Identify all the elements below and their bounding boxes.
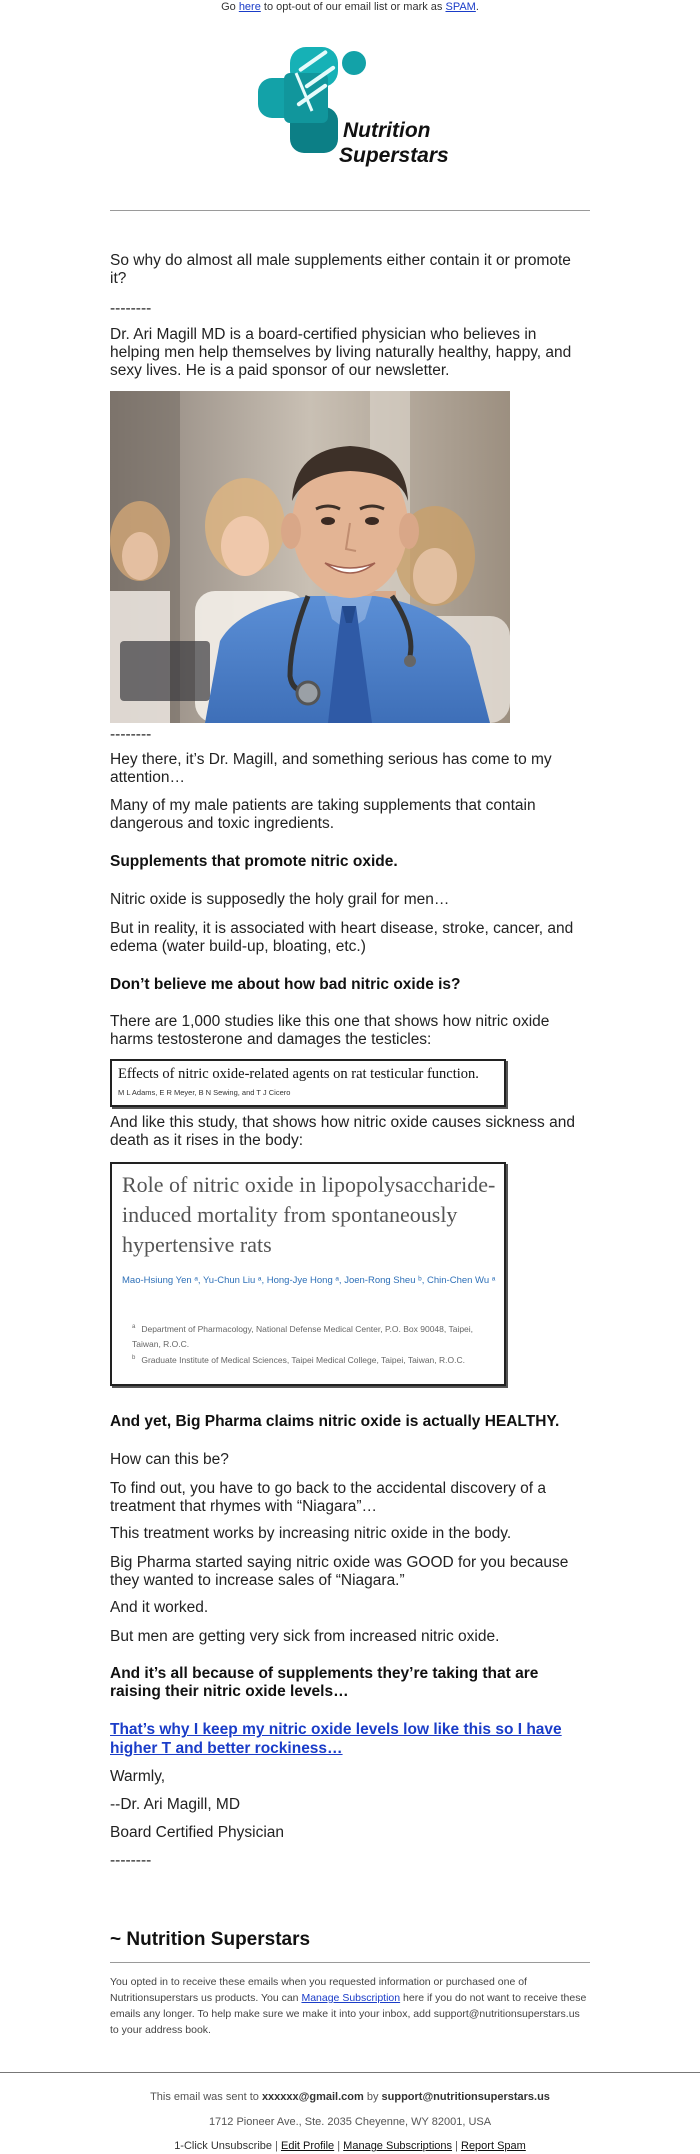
edit-profile-link[interactable]: Edit Profile: [280, 2140, 335, 2152]
sponsor-note: Dr. Ari Magill MD is a board-certified physician who believes in helping men help themselves by living naturally healthy, happy, and sexy lives. He is a paid sponsor of our newsletter.: [110, 326, 572, 379]
mark-spam-link[interactable]: SPAM: [445, 1, 476, 13]
find-out-text: To find out, you have to go back to the accidental discovery of a treatment that rhymes with “Niagara”…: [110, 1480, 546, 1515]
footer-heading: ~ Nutrition Superstars: [110, 1929, 311, 1950]
heading-believe: Don’t believe me about how bad nitric oxide is?: [110, 976, 461, 993]
signature-text: --Dr. Ari Magill, MD: [110, 1796, 241, 1813]
optout-text-mid: to opt-out of our email list or mark as: [260, 1, 446, 13]
reality-text: But in reality, it is associated with heart disease, stroke, cancer, and edema (water build-up, bloating, etc.): [110, 920, 574, 955]
treatment-text: This treatment works by increasing nitric oxide in the body.: [110, 1525, 512, 1542]
footer-sep-3: |: [452, 2140, 461, 2152]
sent-text-mid: by: [363, 2091, 382, 2103]
sent-text-pre: This email was sent to: [150, 2091, 262, 2103]
optin-text-pre: You opted in to receive these emails when you requested information or purchased one of Nutritionsuperstars us products. You can: [110, 1976, 527, 2004]
recipient-email: xxxxxx@gmail.com: [261, 2091, 364, 2103]
study-1-title: Effects of nitric oxide-related agents on rat testicular function.: [118, 1066, 479, 1082]
how-text: How can this be?: [110, 1451, 229, 1468]
footer-sep-1: |: [272, 2140, 281, 2152]
physician-title: Board Certified Physician: [110, 1824, 285, 1841]
manage-subscription-link[interactable]: Manage Subscription: [301, 1992, 401, 2004]
brand-line2: Superstars: [339, 144, 449, 167]
footer-sep-2: |: [334, 2140, 344, 2152]
cta-container: [110, 1720, 590, 1758]
aff-b-text: Graduate Institute of Medical Sciences, Taipei Medical College, Taipei, Taiwan, R.O.C.: [141, 1354, 465, 1365]
study-like-text: And like this study, that shows how nitric oxide causes sickness and death as it rises in the body:: [110, 1114, 575, 1149]
heading-pharma: And yet, Big Pharma claims nitric oxide is actually HEALTHY.: [110, 1413, 560, 1430]
doctor-photo: [110, 391, 510, 723]
optin-notice: [110, 1974, 590, 2038]
optout-text-post: .: [475, 1, 479, 13]
intro-question: So why do almost all male supplements either contain it or promote it?: [110, 252, 571, 287]
study-2-affiliation-b: [132, 1351, 488, 1368]
one-click-unsubscribe[interactable]: 1-Click Unsubscribe: [174, 2140, 272, 2152]
holy-grail-text: Nitric oxide is supposedly the holy grail for men…: [110, 891, 450, 908]
study-2-title: Role of nitric oxide in lipopolysaccharide-induced mortality from spontaneously hypertensive rats: [122, 1172, 496, 1257]
doctor-illustration: [110, 391, 510, 723]
manage-subscriptions-link[interactable]: Manage Subscriptions: [343, 2140, 453, 2152]
study-1-authors: M L Adams, E R Meyer, B N Sewing, and T J Cicero: [118, 1088, 291, 1097]
patients-text: Many of my male patients are taking supplements that contain dangerous and toxic ingredients.: [110, 797, 536, 832]
sender-email: support@nutritionsuperstars.us: [381, 2091, 550, 2103]
report-spam-link[interactable]: Report Spam: [461, 2140, 526, 2152]
sent-to-line: [0, 2091, 700, 2103]
good-text: Big Pharma started saying nitric oxide was GOOD for you because they wanted to increase sales of “Niagara.”: [110, 1554, 569, 1589]
worked-text: And it worked.: [110, 1599, 209, 1616]
heading-all: And it’s all because of supplements they’re taking that are raising their nitric oxide levels…: [110, 1665, 539, 1700]
header-divider: [110, 210, 590, 211]
divider-text-2: --------: [110, 726, 152, 743]
greeting-text: Hey there, it’s Dr. Magill, and something serious has come to my attention…: [110, 751, 552, 786]
studies-text: There are 1,000 studies like this one that shows how nitric oxide harms testosterone and damages the testicles:: [110, 1013, 550, 1048]
study-clipping-2: [110, 1162, 506, 1386]
aff-a-marker: a: [132, 1324, 136, 1330]
study-2-affiliation-a: [132, 1320, 488, 1352]
heading-promote: Supplements that promote nitric oxide.: [110, 853, 398, 870]
divider-text-3: --------: [110, 1852, 152, 1869]
postal-address: 1712 Pioneer Ave., Ste. 2035 Cheyenne, WY 82001, USA: [208, 2116, 492, 2128]
study-clipping-1: [110, 1059, 506, 1107]
warmly-text: Warmly,: [110, 1768, 166, 1785]
brand-wordmark: [339, 118, 449, 168]
aff-a-text: Department of Pharmacology, National Defense Medical Center, P.O. Box 90048, Taipei, Taiwan, R.O.C.: [132, 1323, 474, 1349]
optout-bar: [0, 0, 700, 17]
footer-links: [0, 2140, 700, 2152]
optin-text-post: here if you do not want to receive these emails any longer. To help make sure we make it into your inbox, add support@nutritionsuperstars.us to your address book.: [110, 1992, 587, 2036]
footer-divider: [110, 1962, 590, 1963]
bottom-divider: [0, 2072, 700, 2073]
brand-line1: Nutrition: [343, 119, 431, 142]
cta-link[interactable]: That’s why I keep my nitric oxide levels low like this so I have higher T and better rockiness…: [110, 1721, 562, 1757]
optout-here-link[interactable]: here: [238, 1, 261, 13]
optout-text-pre: Go: [221, 1, 239, 13]
study-2-authors: Mao-Hsiung Yen ᵃ, Yu-Chun Liu ᵃ, Hong-Jye Hong ᵃ, Joen-Rong Sheu ᵇ, Chin-Chen Wu ᵃ: [122, 1275, 496, 1286]
aff-b-marker: b: [132, 1355, 136, 1361]
sick-text: But men are getting very sick from increased nitric oxide.: [110, 1628, 500, 1645]
divider-text: --------: [110, 300, 152, 317]
